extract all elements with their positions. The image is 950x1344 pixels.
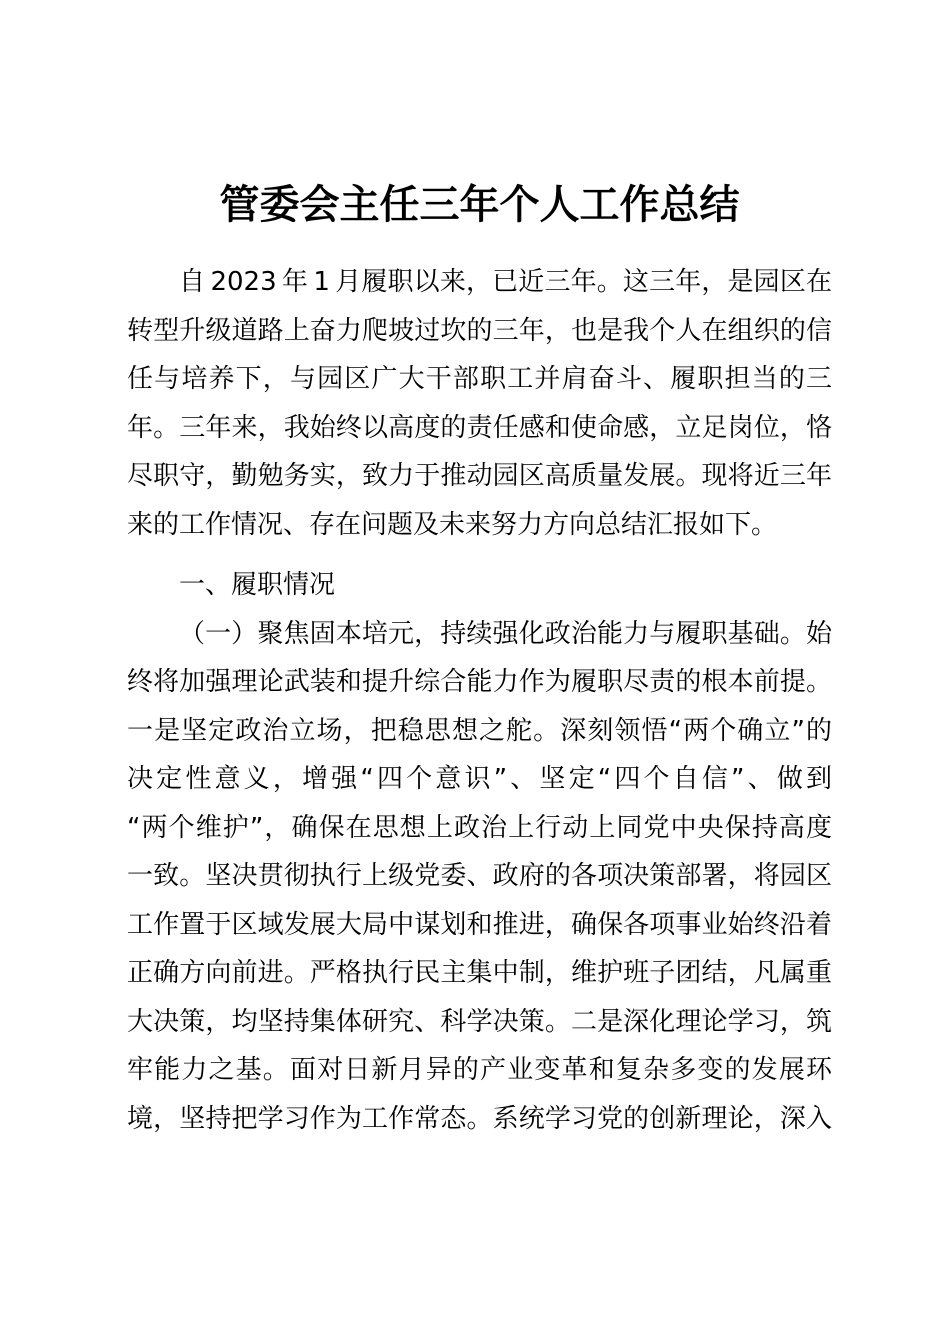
text-line: （一）聚焦固本培元，持续强化政治能力与履职基础。始: [179, 618, 832, 649]
text-line: 年。三年来，我始终以高度的责任感和使命感，立足岗位，恪: [127, 412, 832, 443]
section-heading: 一、履职情况: [179, 570, 336, 600]
text-line: 一致。坚决贯彻执行上级党委、政府的各项决策部署，将园区: [127, 861, 832, 891]
text-line: 正确方向前进。严格执行民主集中制，维护班子团结，凡属重: [127, 958, 832, 988]
text-line: 自 2023 年 1 月履职以来，已近三年。这三年，是园区在: [179, 267, 832, 297]
text-line: “两个维护”，确保在思想上政治上行动上同党中央保持高度: [127, 812, 832, 843]
section-paragraph: [127, 610, 832, 1144]
text-line: 尽职守，勤勉务实，致力于推动园区高质量发展。现将近三年: [127, 461, 832, 491]
document-title: 管委会主任三年个人工作总结: [219, 182, 740, 228]
intro-paragraph: [127, 258, 832, 549]
text-line: 转型升级道路上奋力爬坡过坎的三年，也是我个人在组织的信: [127, 315, 832, 346]
text-line: 决定性意义，增强“四个意识”、坚定“四个自信”、做到: [127, 764, 832, 794]
text-line: 终将加强理论武装和提升综合能力作为履职尽责的根本前提。: [127, 667, 832, 697]
text-line: 任与培养下，与园区广大干部职工并肩奋斗、履职担当的三: [127, 364, 832, 394]
text-line: 工作置于区域发展大局中谋划和推进，确保各项事业始终沿着: [127, 909, 832, 940]
text-line: 一是坚定政治立场，把稳思想之舵。深刻领悟“两个确立”的: [127, 715, 832, 746]
text-line: 来的工作情况、存在问题及未来努力方向总结汇报如下。: [127, 509, 778, 540]
text-line: 牢能力之基。面对日新月异的产业变革和复杂多变的发展环: [127, 1055, 832, 1085]
text-line: 境，坚持把学习作为工作常态。系统学习党的创新理论，深入: [127, 1103, 832, 1134]
text-line: 大决策，均坚持集体研究、科学决策。二是深化理论学习，筑: [127, 1006, 832, 1037]
